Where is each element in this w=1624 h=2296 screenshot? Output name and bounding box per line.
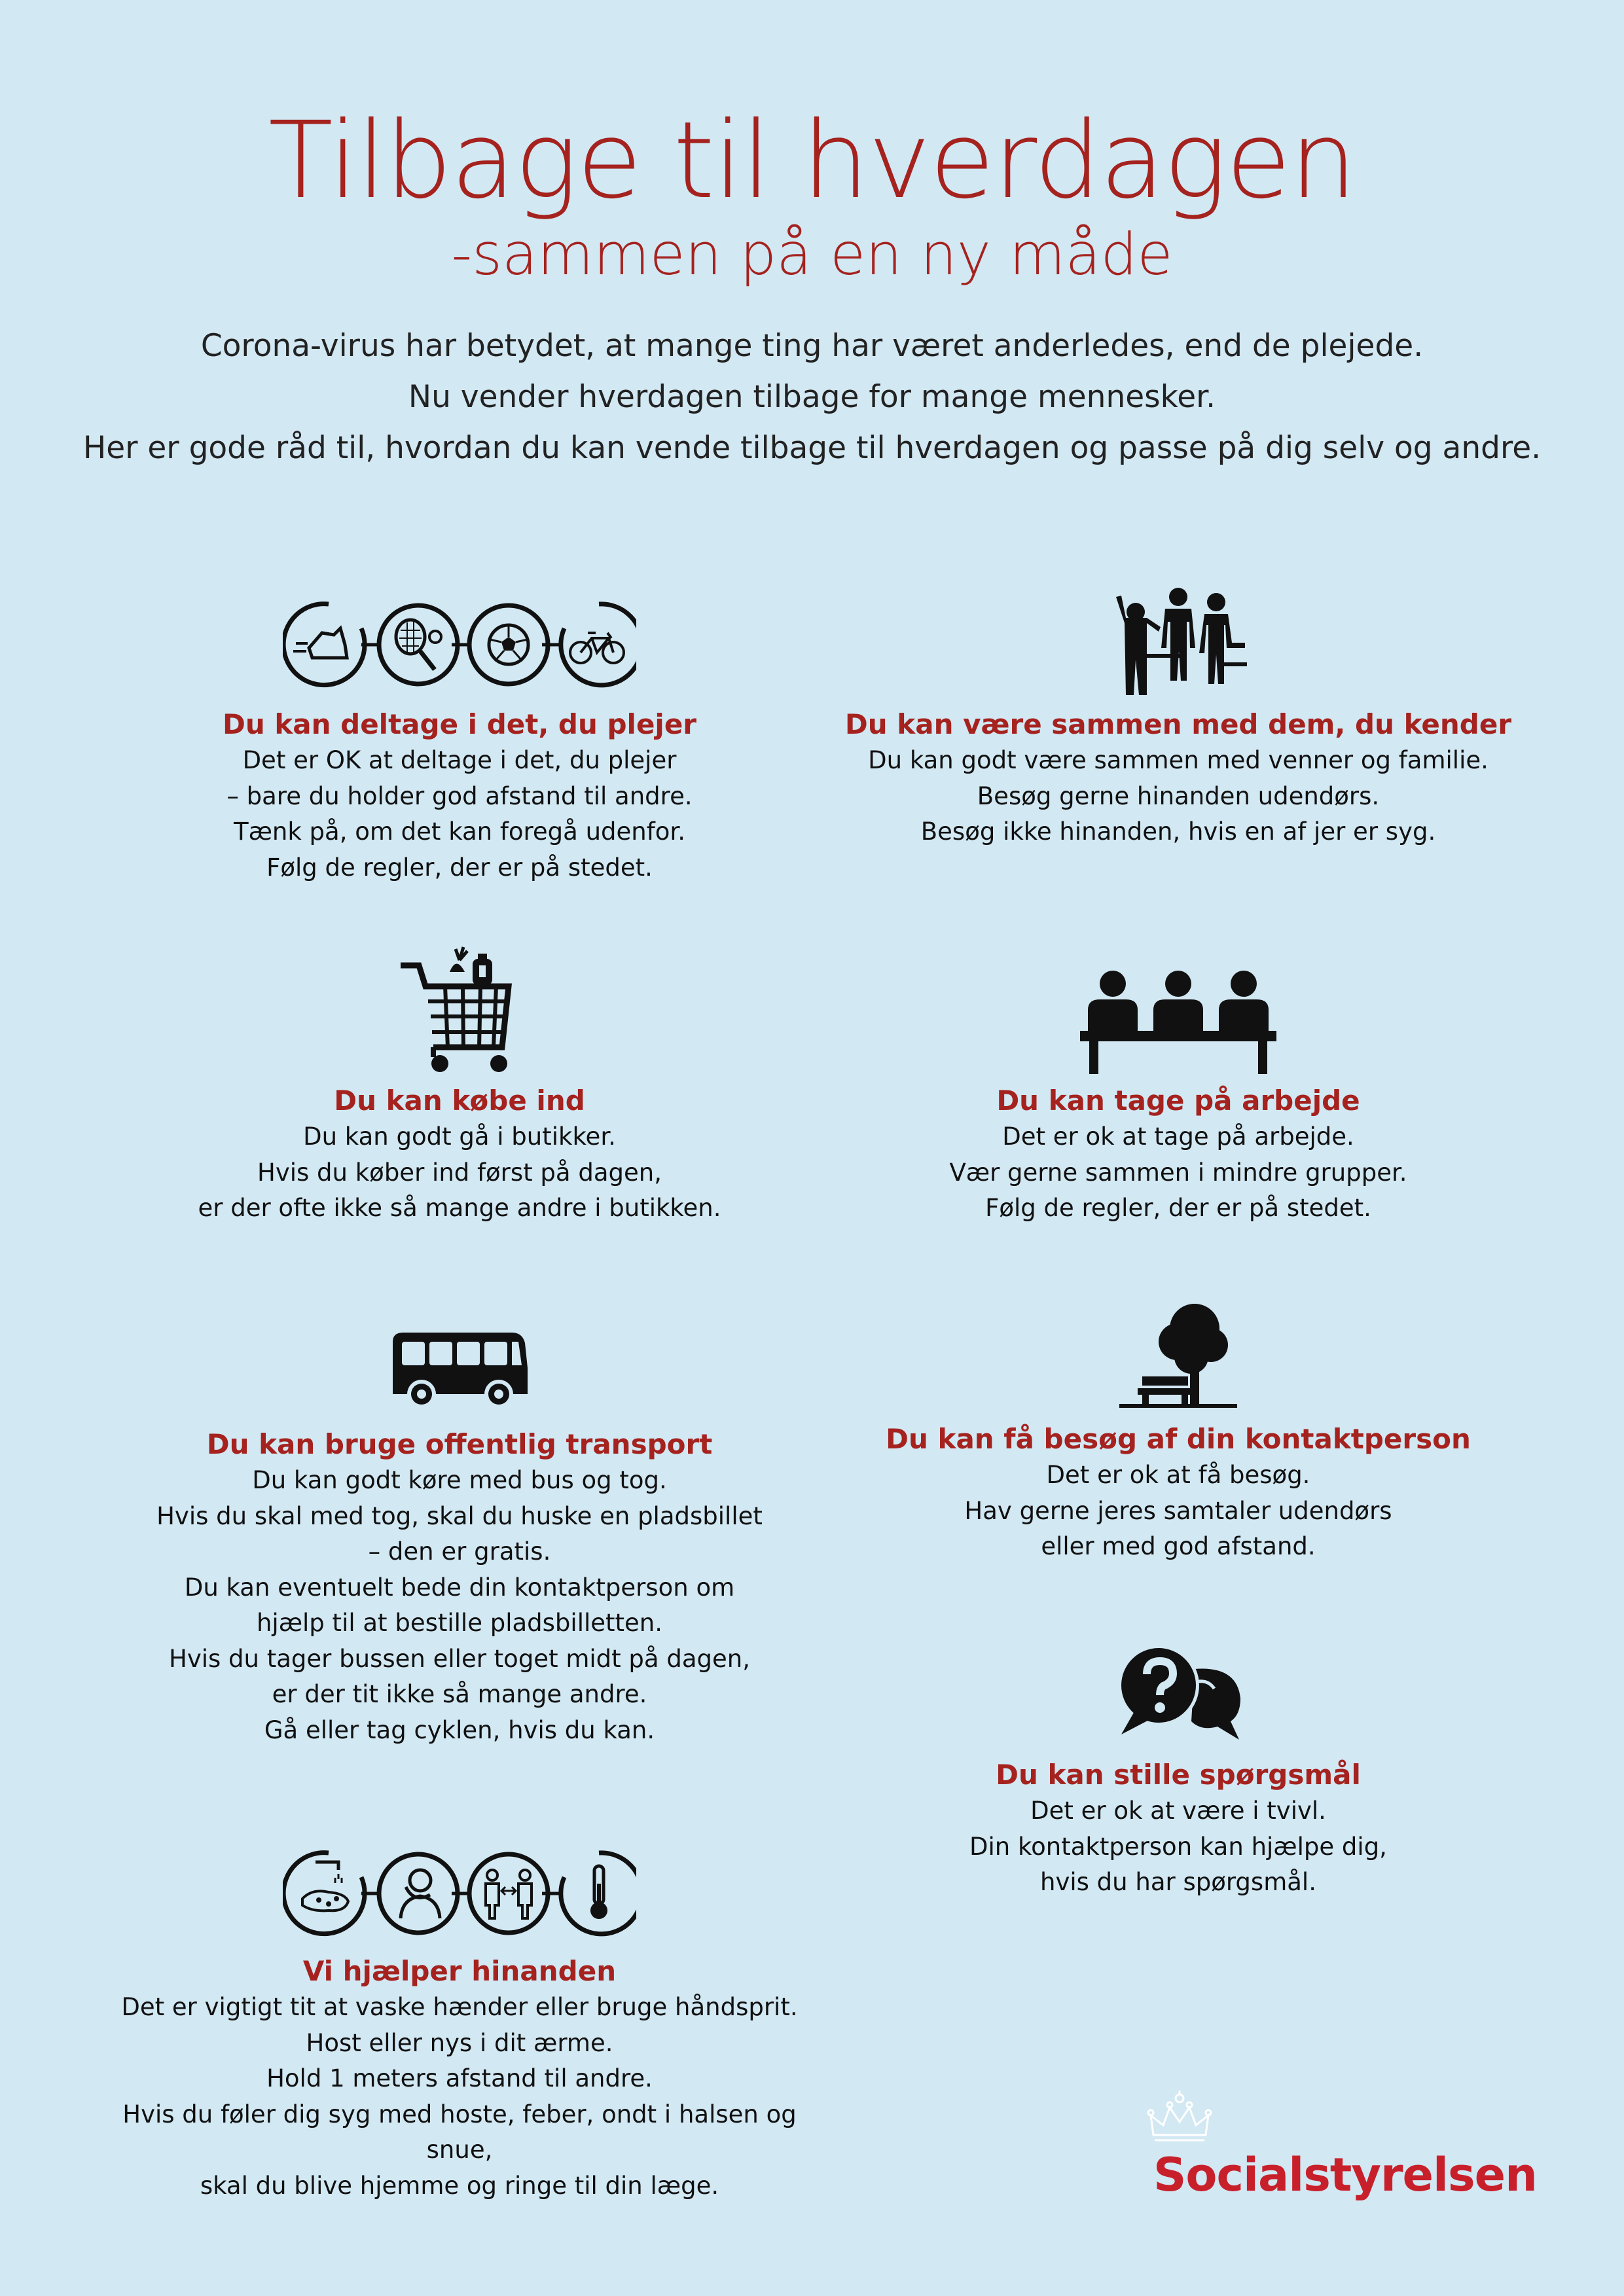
cough-person-icon [379,1854,458,1933]
activity-icons-row [283,599,636,691]
body-line: Det er OK at deltage i det, du plejer [242,746,677,774]
body-line: Din kontaktperson kan hjælpe dig, [969,1832,1387,1861]
body-line: hvis du har spørgsmål. [1040,1868,1316,1896]
body-line: Du kan godt gå i butikker. [303,1122,616,1151]
section-transport [119,1316,800,1761]
body-line: Du kan eventuelt bede din kontaktperson om [184,1573,735,1602]
distance-people-icon [469,1854,548,1933]
bus-icon [388,1329,532,1414]
tennis-racket-icon [379,605,458,684]
page-title: Tilbage til hverdagen [268,99,1356,223]
body-line: Det er ok at være i tvivl. [1030,1797,1326,1825]
body-line: Du kan godt køre med bus og tog. [252,1466,667,1494]
hand-washing-icon [283,1853,365,1934]
body-line: Det er ok at få besøg. [1046,1461,1310,1489]
body-line: Følg de regler, der er på stedet. [985,1194,1371,1222]
section-body [838,1458,1519,1565]
body-line: Hav gerne jeres samtaler udendørs [964,1496,1392,1525]
body-line: Tænk på, om det kan foregå udenfor. [233,817,685,846]
section-arbejde [838,956,1519,1230]
body-line: er der tit ikke så mange andre. [272,1680,647,1708]
section-body [119,1119,800,1227]
park-bench-tree-icon [1119,1299,1237,1410]
body-line: hjælp til at bestille pladsbilletten. [256,1609,663,1637]
section-body [119,1463,800,1748]
intro-line: Corona-virus har betydet, at mange ting har været anderledes, end de plejede. [200,328,1424,364]
shopping-cart-icon [394,946,525,1077]
section-heading: Du kan være sammen med dem, du kender [844,708,1512,740]
body-line: Vær gerne sammen i mindre grupper. [949,1158,1407,1187]
body-line: er der ofte ikke så mange andre i butikken. [198,1194,721,1222]
section-heading: Du kan deltage i det, du plejer [222,708,697,740]
body-line: eller med god afstand. [1041,1532,1316,1560]
body-line: Hvis du føler dig syg med hoste, feber, ondt i halsen og snue, [122,2100,797,2164]
body-line: – bare du holder god afstand til andre. [226,781,693,810]
body-line: Hold 1 meters afstand til andre. [266,2064,653,2092]
section-deltage [119,592,800,893]
body-line: Du kan godt være sammen med venner og familie. [868,746,1489,774]
section-hjaelper-hinanden [119,1842,800,2200]
body-line: Besøg gerne hinanden udendørs. [977,781,1380,810]
section-heading: Du kan tage på arbejde [996,1085,1360,1117]
section-body [838,743,1519,850]
body-line: – den er gratis. [368,1537,551,1566]
logo-text: Socialstyrelsen [1153,2148,1537,2202]
section-heading: Du kan få besøg af din kontaktperson [886,1423,1471,1455]
body-line: Gå eller tag cyklen, hvis du kan. [264,1715,655,1744]
group-of-people-icon [1100,583,1257,700]
section-heading: Du kan købe ind [334,1085,585,1117]
body-line: Host eller nys i dit ærme. [306,2028,613,2057]
section-heading: Du kan bruge offentlig transport [206,1428,713,1460]
page-subtitle: -sammen på en ny måde [451,221,1173,288]
body-line: Hvis du tager bussen eller toget midt på dagen, [169,1644,750,1673]
body-line: Besøg ikke hinanden, hvis en af jer er syg. [920,817,1436,846]
section-heading: Du kan stille spørgsmål [996,1759,1361,1791]
section-heading: Vi hjælper hinanden [302,1955,617,1987]
body-line: Hvis du skal med tog, skal du huske en pladsbillet [156,1501,763,1530]
hygiene-icons-row [283,1848,636,1939]
body-line: Hvis du køber ind først på dagen, [257,1158,662,1187]
section-body [119,743,800,886]
intro-text [0,321,1624,474]
question-speech-bubbles-icon [1110,1643,1247,1741]
thermometer-icon [561,1853,636,1934]
intro-line: Nu vender hverdagen tilbage for mange mennesker. [408,379,1216,415]
body-line: Følg de regler, der er på stedet. [266,853,653,882]
body-line: Det er vigtigt tit at vaske hænder eller bruge håndsprit. [121,1993,798,2021]
bicycle-icon [561,604,636,685]
section-body [119,1990,800,2204]
section-body [838,1119,1519,1227]
section-sammen [838,579,1519,867]
running-shoe-icon [283,604,365,685]
section-koebe-ind [119,942,800,1230]
workers-at-table-icon [1080,965,1276,1077]
body-line: Det er ok at tage på arbejde. [1002,1122,1354,1151]
intro-line: Her er gode råd til, hvordan du kan vende tilbage til hverdagen og passe på dig selv og andre. [82,430,1542,466]
section-spoergsmaal [838,1643,1519,1918]
section-kontaktperson [838,1293,1519,1574]
crown-icon [1147,2089,1212,2145]
body-line: skal du blive hjemme og ringe til din læge. [200,2171,719,2200]
football-icon [469,605,548,684]
section-body [838,1793,1519,1901]
